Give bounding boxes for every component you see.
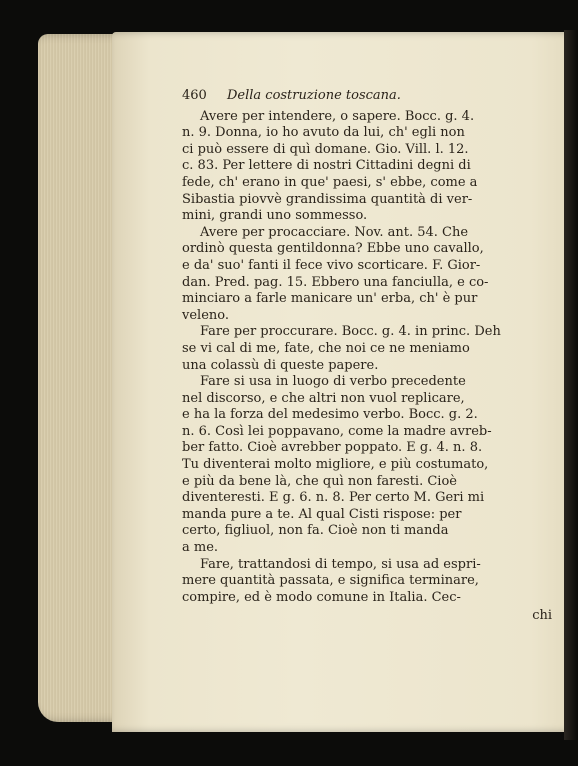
page-number: 460 bbox=[182, 88, 207, 103]
page-text bbox=[182, 88, 552, 625]
text-line: minciaro a farle manicare un' erba, ch' è pur bbox=[182, 291, 478, 307]
text-line: compire, ed è modo comune in Italia. Cec- bbox=[182, 589, 461, 605]
running-title: Della costruzione toscana. bbox=[226, 88, 401, 103]
text-line: ber fatto. Cioè avrebber poppato. E g. 4. n. 8. bbox=[182, 440, 483, 456]
text-line: se vi cal di me, fate, che noi ce ne meniamo bbox=[182, 340, 470, 356]
text-line: Avere per procacciare. Nov. ant. 54. Che bbox=[200, 224, 469, 240]
text-line: ci può essere di quì domane. Gio. Vill. l. 12. bbox=[182, 141, 469, 157]
text-line: veleno. bbox=[182, 307, 229, 323]
text-line: e da' suo' fanti il fece vivo scorticare. F. Gior- bbox=[182, 257, 481, 273]
text-line: Sibastia piovvè grandissima quantità di ver- bbox=[182, 191, 473, 207]
text-line: fede, ch' erano in que' paesi, s' ebbe, come a bbox=[182, 174, 478, 190]
text-line: Avere per intendere, o sapere. Bocc. g. 4. bbox=[200, 108, 475, 124]
text-line: Tu diventerai molto migliore, e più costumato, bbox=[182, 457, 489, 473]
text-line: e ha la forza del medesimo verbo. Bocc. g. 2. bbox=[182, 407, 478, 423]
text-line: nel discorso, e che altri non vuol replicare, bbox=[182, 390, 465, 406]
text-line: a me. bbox=[182, 540, 219, 556]
text-line: Fare, trattandosi di tempo, si usa ad espri- bbox=[200, 556, 481, 572]
book-spine-edge bbox=[564, 30, 578, 740]
text-line: mini, grandi uno sommesso. bbox=[182, 208, 368, 224]
text-line: manda pure a te. Al qual Cisti rispose: per bbox=[182, 506, 462, 522]
text-line: diventeresti. E g. 6. n. 8. Per certo M. Geri mi bbox=[182, 490, 485, 506]
body-text bbox=[182, 109, 552, 607]
text-line: n. 6. Così lei poppavano, come la madre avreb- bbox=[182, 423, 492, 439]
catchword: chi bbox=[532, 608, 552, 624]
text-line: Fare si usa in luogo di verbo precedente bbox=[200, 374, 466, 390]
text-line: dan. Pred. pag. 15. Ebbero una fanciulla, e co- bbox=[182, 274, 489, 290]
text-line: Fare per proccurare. Bocc. g. 4. in princ. Deh bbox=[200, 324, 501, 340]
text-line: ordinò questa gentildonna? Ebbe uno cavallo, bbox=[182, 241, 484, 257]
text-line: n. 9. Donna, io ho avuto da lui, ch' egli non bbox=[182, 125, 465, 141]
text-line: una colassù di queste papere. bbox=[182, 357, 379, 373]
text-line: c. 83. Per lettere di nostri Cittadini degni di bbox=[182, 158, 471, 174]
running-head bbox=[182, 88, 552, 105]
text-line: mere quantità passata, e significa terminare, bbox=[182, 573, 479, 589]
text-line: certo, figliuol, non fa. Cioè non ti manda bbox=[182, 523, 449, 539]
text-line: e più da bene là, che quì non faresti. Cioè bbox=[182, 473, 457, 489]
